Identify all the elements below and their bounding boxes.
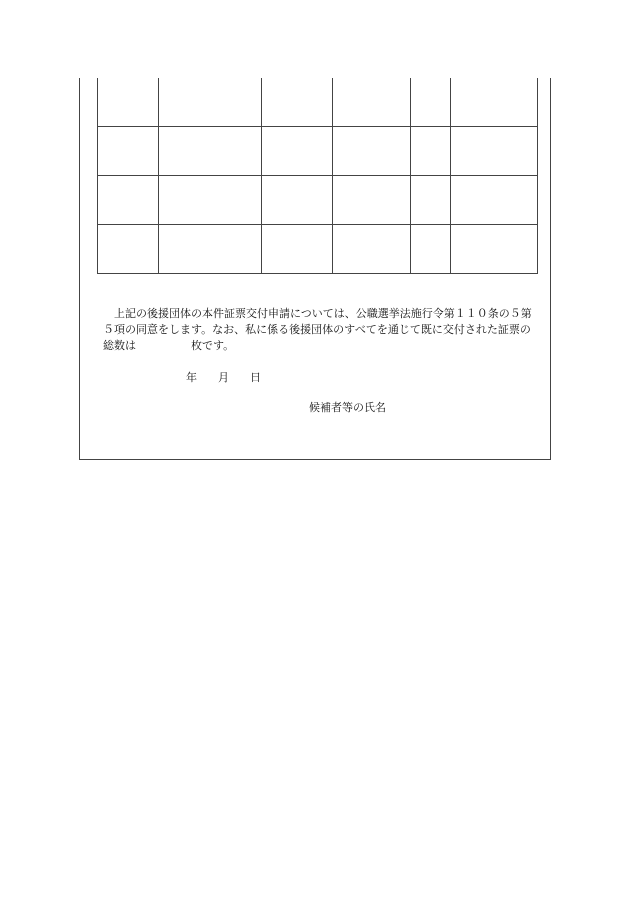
table-cell	[98, 127, 159, 176]
table-cell	[333, 127, 411, 176]
table-cell	[262, 176, 333, 225]
consent-text-before: 上記の後援団体の本件証票交付申請については、公職選挙法施行令第１１０条の５第５項の同意をします。なお、私に係る後援団体のすべてを通じて既に交付された証票の総数は	[103, 307, 532, 352]
table-cell	[159, 176, 262, 225]
table-cell	[333, 176, 411, 225]
date-month-label: 月	[218, 371, 229, 384]
table-cell	[411, 225, 451, 274]
table-cell	[411, 78, 451, 127]
table-cell	[262, 225, 333, 274]
table-cell	[159, 127, 262, 176]
table-cell	[98, 225, 159, 274]
table-cell	[451, 78, 538, 127]
consent-text-after: 枚です。	[191, 339, 235, 352]
date-year-label: 年	[186, 371, 197, 384]
table-cell	[98, 78, 159, 127]
table-cell	[411, 127, 451, 176]
table-cell	[333, 78, 411, 127]
table-row	[98, 176, 538, 225]
table-row	[98, 225, 538, 274]
table-cell	[451, 176, 538, 225]
table-cell	[262, 127, 333, 176]
table-cell	[98, 176, 159, 225]
table-cell	[333, 225, 411, 274]
date-line	[186, 370, 261, 386]
table-cell	[451, 127, 538, 176]
consent-statement	[103, 306, 535, 354]
candidate-name-label: 候補者等の氏名	[309, 401, 386, 414]
table-cell	[262, 78, 333, 127]
applicant-table	[97, 78, 538, 274]
table-cell	[451, 225, 538, 274]
table-row	[98, 127, 538, 176]
table-cell	[411, 176, 451, 225]
table-cell	[159, 78, 262, 127]
table-cell	[159, 225, 262, 274]
table-row	[98, 78, 538, 127]
date-day-label: 日	[250, 371, 261, 384]
